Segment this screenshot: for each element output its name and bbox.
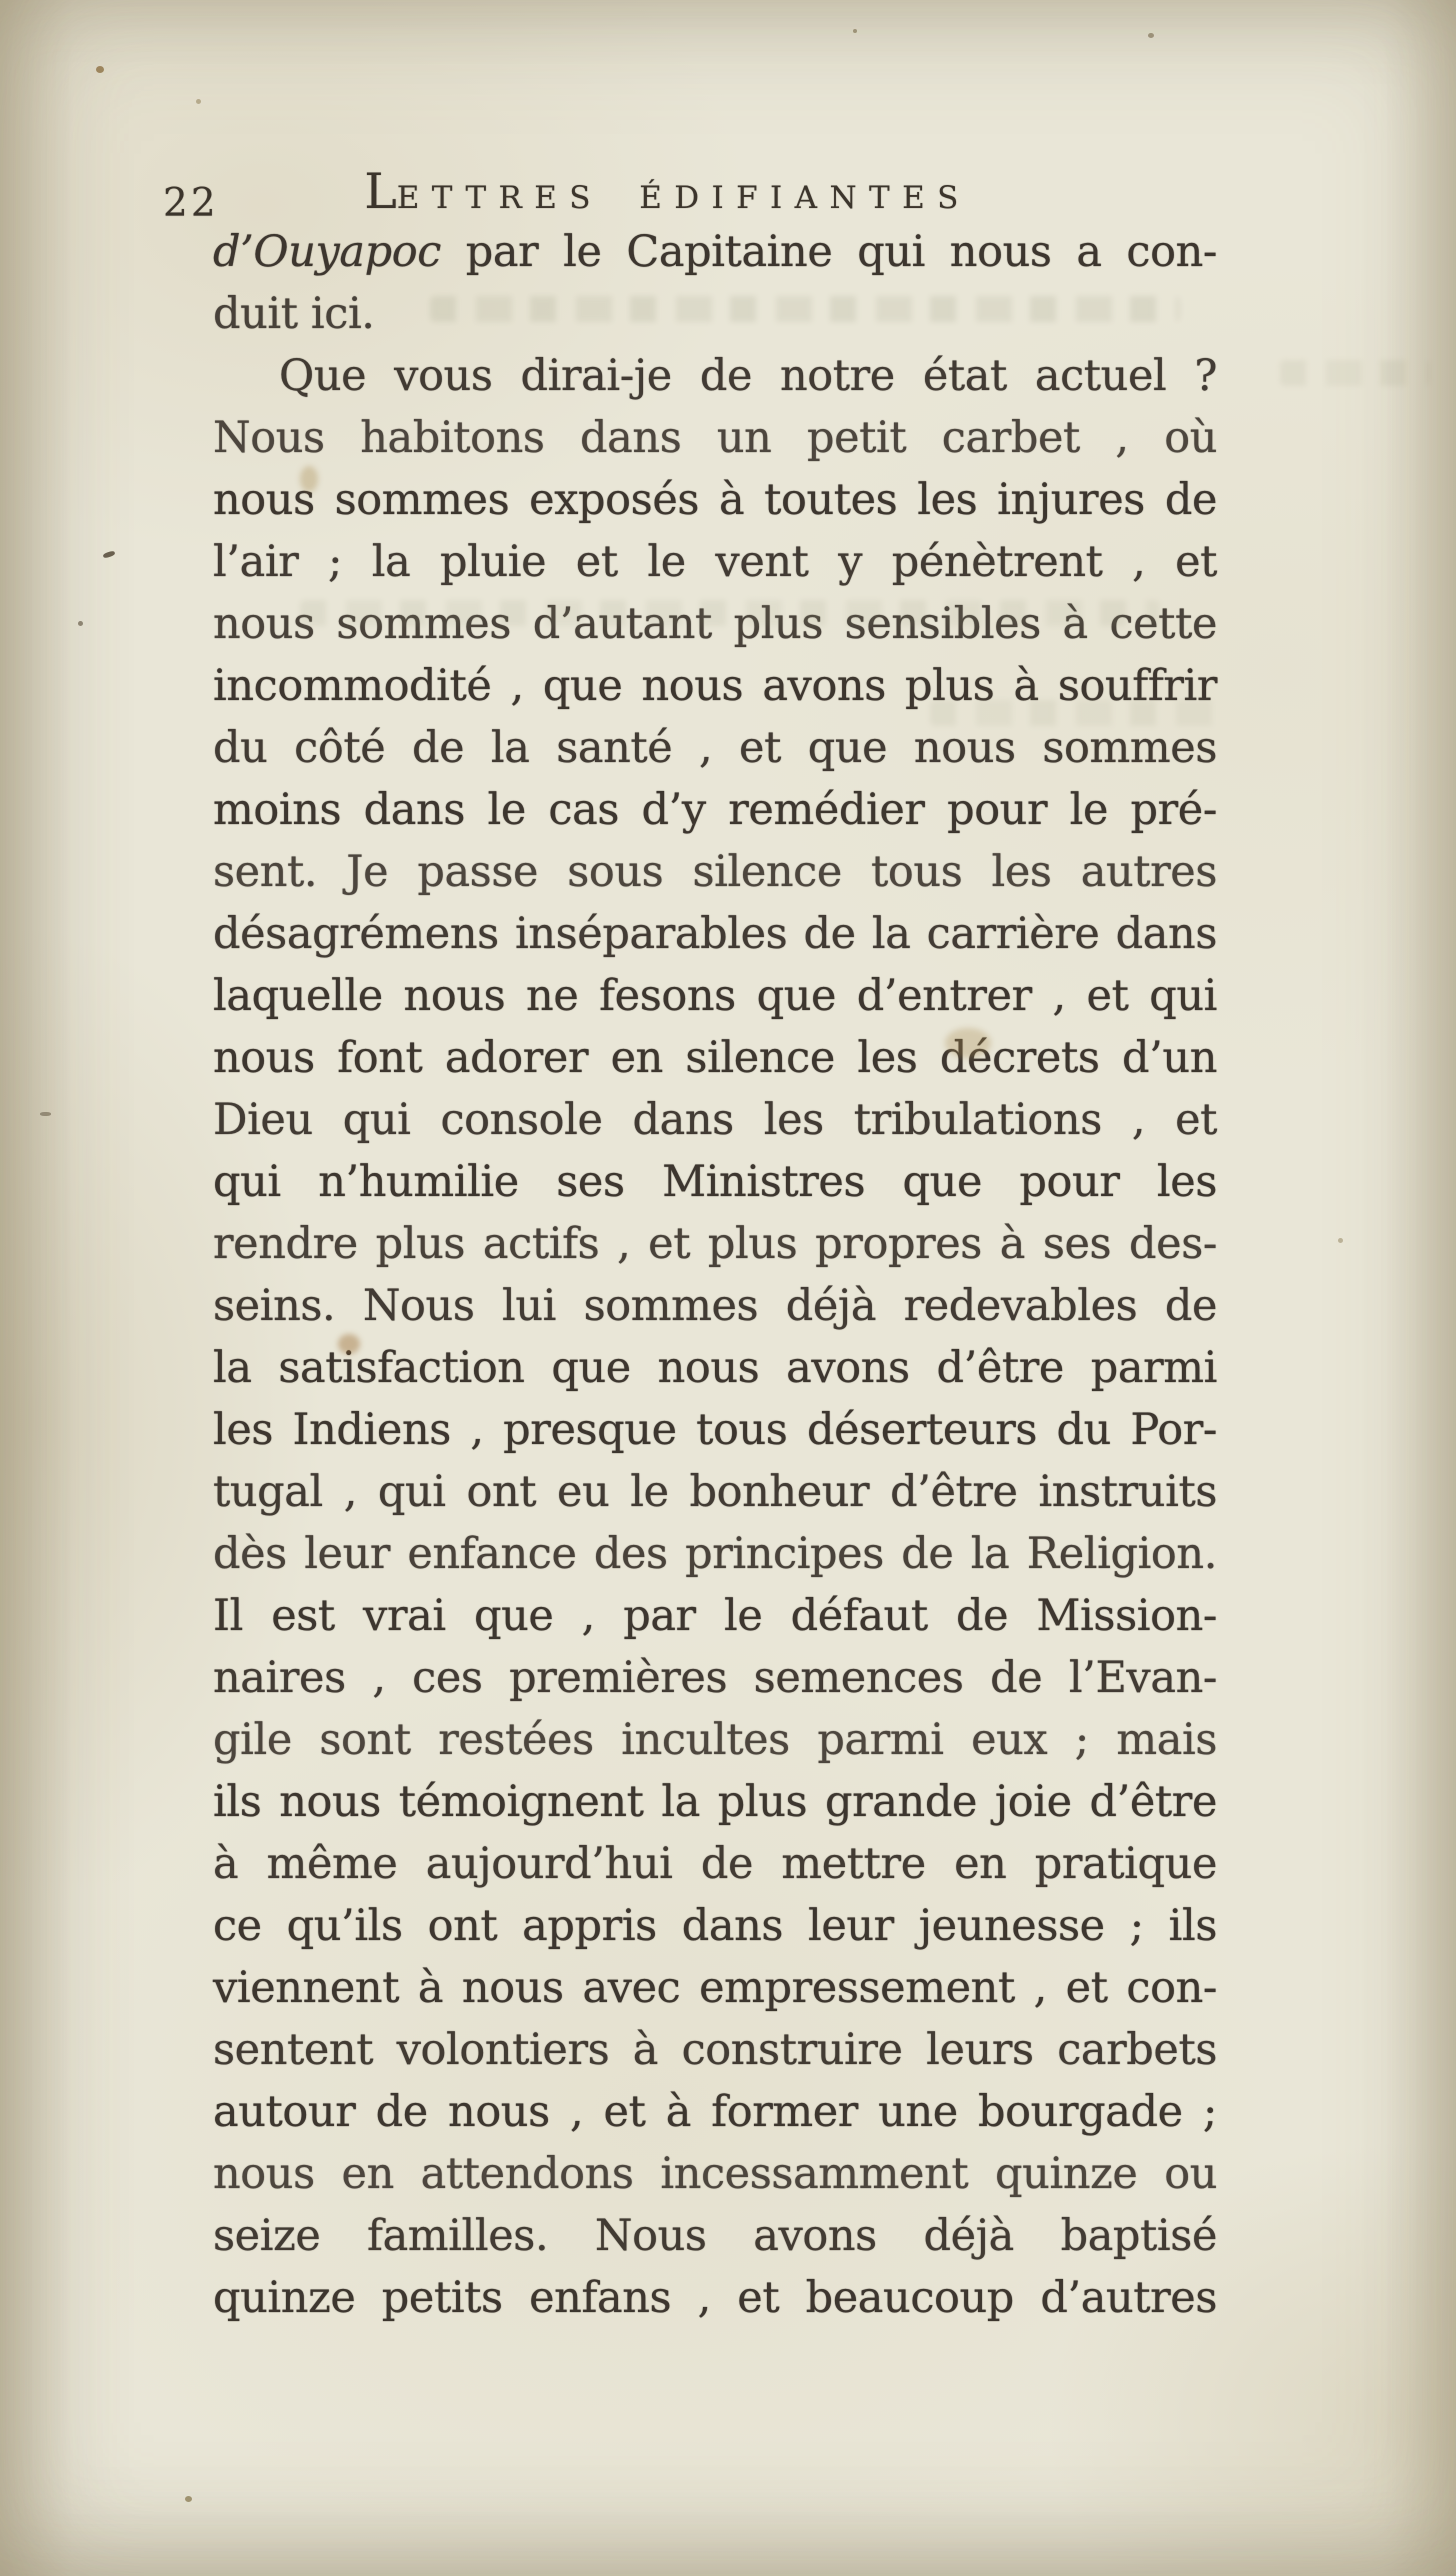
text-line: ils nous témoignent la plus grande joie d’être bbox=[213, 1777, 1217, 1827]
text-line: nous en attendons incessamment quinze ou bbox=[213, 2149, 1217, 2199]
text-line: rendre plus actifs , et plus propres à ses des- bbox=[213, 1219, 1217, 1269]
text-line: ce qu’ils ont appris dans leur jeunesse ; ils bbox=[213, 1901, 1217, 1951]
text-line: les Indiens , presque tous déserteurs du Por- bbox=[213, 1405, 1217, 1455]
running-title bbox=[295, 163, 1040, 229]
text-line: duit ici. bbox=[213, 289, 375, 339]
text-line: sent. Je passe sous silence tous les autres bbox=[213, 847, 1217, 897]
text-line: nous font adorer en silence les décrets d’un bbox=[213, 1033, 1217, 1083]
show-through-mark bbox=[1280, 360, 1430, 386]
text-line: incommodité , que nous avons plus à souffrir bbox=[213, 661, 1217, 711]
page-number: 22 bbox=[163, 181, 219, 226]
place-name-italic: d’Ouyapoc bbox=[213, 227, 441, 277]
text-line: à même aujourd’hui de mettre en pratique bbox=[213, 1839, 1217, 1889]
text-line: dès leur enfance des principes de la Religion. bbox=[213, 1529, 1217, 1579]
text-line: Que vous dirai-je de notre état actuel ? bbox=[279, 351, 1217, 401]
text-line: gile sont restées incultes parmi eux ; mais bbox=[213, 1715, 1217, 1765]
text-line: naires , ces premières semences de l’Evan- bbox=[213, 1653, 1217, 1703]
text-line: autour de nous , et à former une bourgade ; bbox=[213, 2087, 1217, 2137]
text-line bbox=[213, 221, 1217, 283]
text-line: seize familles. Nous avons déjà baptisé bbox=[213, 2211, 1217, 2261]
running-title-rest: ETTRES ÉDIFIANTES bbox=[396, 180, 971, 216]
text-line-continuation: par le Capitaine qui nous a con- bbox=[440, 227, 1217, 277]
running-title-initial: L bbox=[364, 163, 397, 220]
text-line: tugal , qui ont eu le bonheur d’être instruits bbox=[213, 1467, 1217, 1517]
text-block bbox=[213, 221, 1217, 2329]
text-line: la satisfaction que nous avons d’être parmi bbox=[213, 1343, 1217, 1393]
paper-speck bbox=[103, 550, 116, 558]
text-line: Il est vrai que , par le défaut de Mission- bbox=[213, 1591, 1217, 1641]
text-line: Nous habitons dans un petit carbet , où bbox=[213, 413, 1217, 463]
text-line: laquelle nous ne fesons que d’entrer , et qui bbox=[213, 971, 1217, 1021]
text-line: viennent à nous avec empressement , et con- bbox=[213, 1963, 1217, 2013]
text-line: moins dans le cas d’y remédier pour le pré- bbox=[213, 785, 1217, 835]
paper-speck bbox=[40, 1112, 51, 1116]
paper-speck bbox=[196, 99, 201, 104]
paper-speck bbox=[96, 66, 104, 73]
paper-speck bbox=[78, 621, 83, 626]
text-line: Dieu qui console dans les tribulations , et bbox=[213, 1095, 1217, 1145]
text-line: qui n’humilie ses Ministres que pour les bbox=[213, 1157, 1217, 1207]
paper-speck bbox=[1148, 33, 1154, 38]
paper-speck bbox=[1338, 1238, 1343, 1243]
paper-speck bbox=[185, 2496, 192, 2502]
text-line: désagrémens inséparables de la carrière dans bbox=[213, 909, 1217, 959]
text-line: quinze petits enfans , et beaucoup d’autres bbox=[213, 2273, 1217, 2323]
text-line: du côté de la santé , et que nous sommes bbox=[213, 723, 1217, 773]
text-line: l’air ; la pluie et le vent y pénètrent , et bbox=[213, 537, 1217, 587]
text-line: sentent volontiers à construire leurs carbets bbox=[213, 2025, 1217, 2075]
text-line: nous sommes exposés à toutes les injures de bbox=[213, 475, 1217, 525]
paper-speck bbox=[853, 29, 857, 33]
text-line: nous sommes d’autant plus sensibles à cette bbox=[213, 599, 1217, 649]
text-line: seins. Nous lui sommes déjà redevables de bbox=[213, 1281, 1217, 1331]
